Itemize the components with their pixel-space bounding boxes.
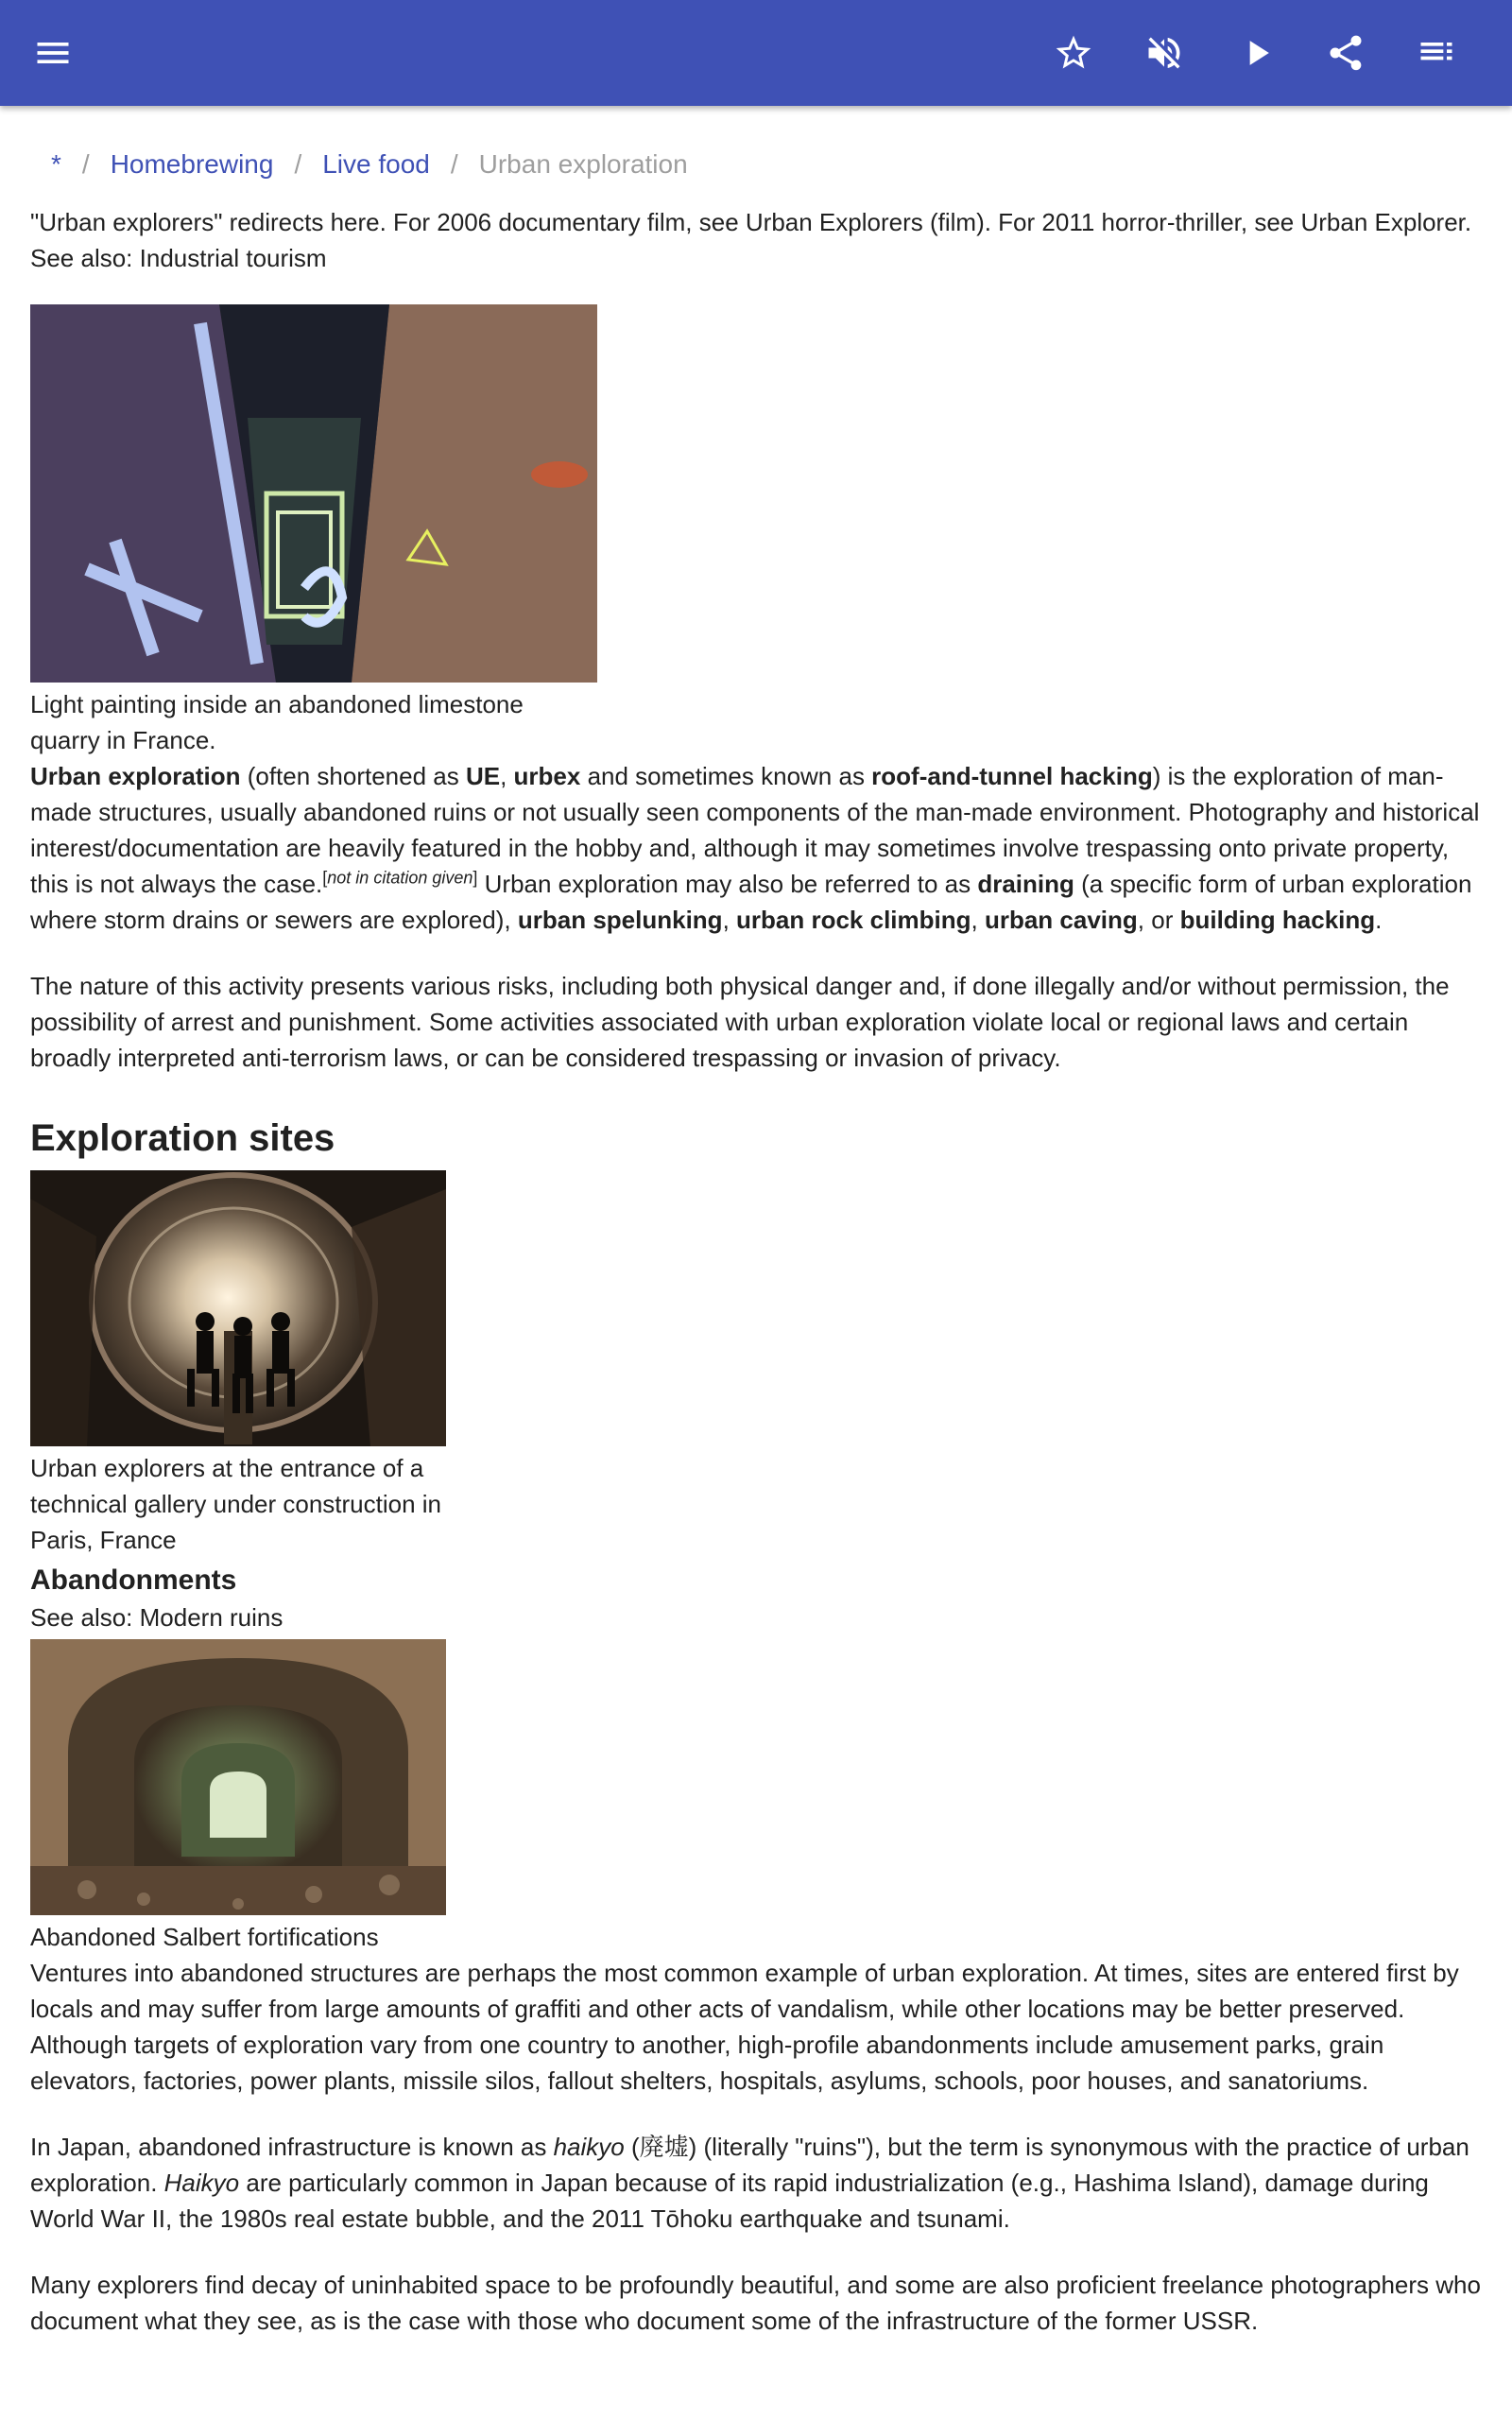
salbert-fortifications-image [30,1639,446,1915]
figure-technical-gallery [30,1170,446,1558]
quarry-light-painting-image [30,304,597,683]
figure-salbert [30,1639,446,1955]
abandonments-paragraph-3: Many explorers find decay of uninhabited space to be profoundly beautiful, and some are also proficient freelance photographers who document what they see, as is the case with those who document some of the infrastructure of the former USSR. [30,2271,1481,2335]
hatnote [30,204,1486,276]
risks-paragraph: The nature of this activity presents various risks, including both physical danger and, if done illegally and/or without permission, the possibility of arrest and punishment. Some activities associated with urban exploration violate local or regional laws and certain broadly interpreted anti-terrorism laws, or can be considered trespassing or invasion of privacy. [30,972,1450,1072]
technical-gallery-image [30,1170,446,1446]
article-content [30,142,1486,2369]
volume-off-icon[interactable] [1142,30,1187,76]
play-icon[interactable] [1234,30,1280,76]
citation-note[interactable]: [not in citation given] [322,868,478,888]
figure-salbert-caption: Abandoned Salbert fortifications [30,1923,379,1951]
figure-quarry-caption: Light painting inside an abandoned limestone quarry in France. [30,690,524,754]
hatnote-see-also: See also: Industrial tourism [30,244,327,272]
share-icon[interactable] [1323,30,1368,76]
figure-quarry [30,304,597,758]
playlist-icon[interactable] [1414,30,1459,76]
see-also-modern-ruins: See also: Modern ruins [30,1603,284,1632]
breadcrumb-item-live-food[interactable]: Live food [322,149,430,179]
abandonments-paragraph-2: In Japan, abandoned infrastructure is known as haikyo (廃墟) (literally "ruins"), but the term is synonymous with the practice of urban exploration. Haikyo are particularly common in Japan because of its rapid industrialization (e.g., Hashima Island), damage during World War II, the 1980s real estate bubble, and the 2011 Tōhoku earthquake and tsunami. [30,2133,1469,2233]
breadcrumb-item-homebrewing[interactable]: Homebrewing [110,149,274,179]
menu-icon[interactable] [30,30,76,76]
abandonments-paragraph-1: Ventures into abandoned structures are perhaps the most common example of urban exploration. At times, sites are entered first by locals and may suffer from large amounts of graffiti and other acts of vandalism, while other locations may be better preserved. Although targets of exploration vary from one country to another, high-profile abandonments include amusement parks, grain elevators, factories, power plants, missile silos, fallout shelters, hospitals, asylums, schools, poor houses, and sanatoriums. [30,1959,1459,2095]
hatnote-redirect: "Urban explorers" redirects here. For 2006 documentary film, see Urban Explorers (film). For 2011 horror-thriller, see Urban Explorer. [30,208,1472,236]
breadcrumb: * / Homebrewing / Live food / Urban exploration [51,149,688,179]
intro-paragraph: Urban exploration (often shortened as UE, urbex and sometimes known as roof-and-tunnel hacking) is the exploration of man-made structures, usually abandoned ruins or not usually seen components of the man-made environment. Photography and historical interest/documentation are heavily featured in the hobby and, although it may sometimes involve trespassing onto private property, this is not always the case.[not in citation given] Urban exploration may also be referred to as draining (a specific form of urban exploration where storm drains or sewers are explored), urban spelunking, urban rock climbing, urban caving, or building hacking. [30,762,1480,934]
breadcrumb-current: Urban exploration [478,149,688,179]
app-bar [0,0,1512,106]
figure-technical-gallery-caption: Urban explorers at the entrance of a technical gallery under construction in Paris, France [30,1454,442,1554]
star-icon[interactable] [1051,30,1096,76]
breadcrumb-home[interactable]: * [51,149,61,179]
section-heading-exploration-sites: Exploration sites [30,1117,335,1159]
section-heading-abandonments: Abandonments [30,1564,237,1596]
